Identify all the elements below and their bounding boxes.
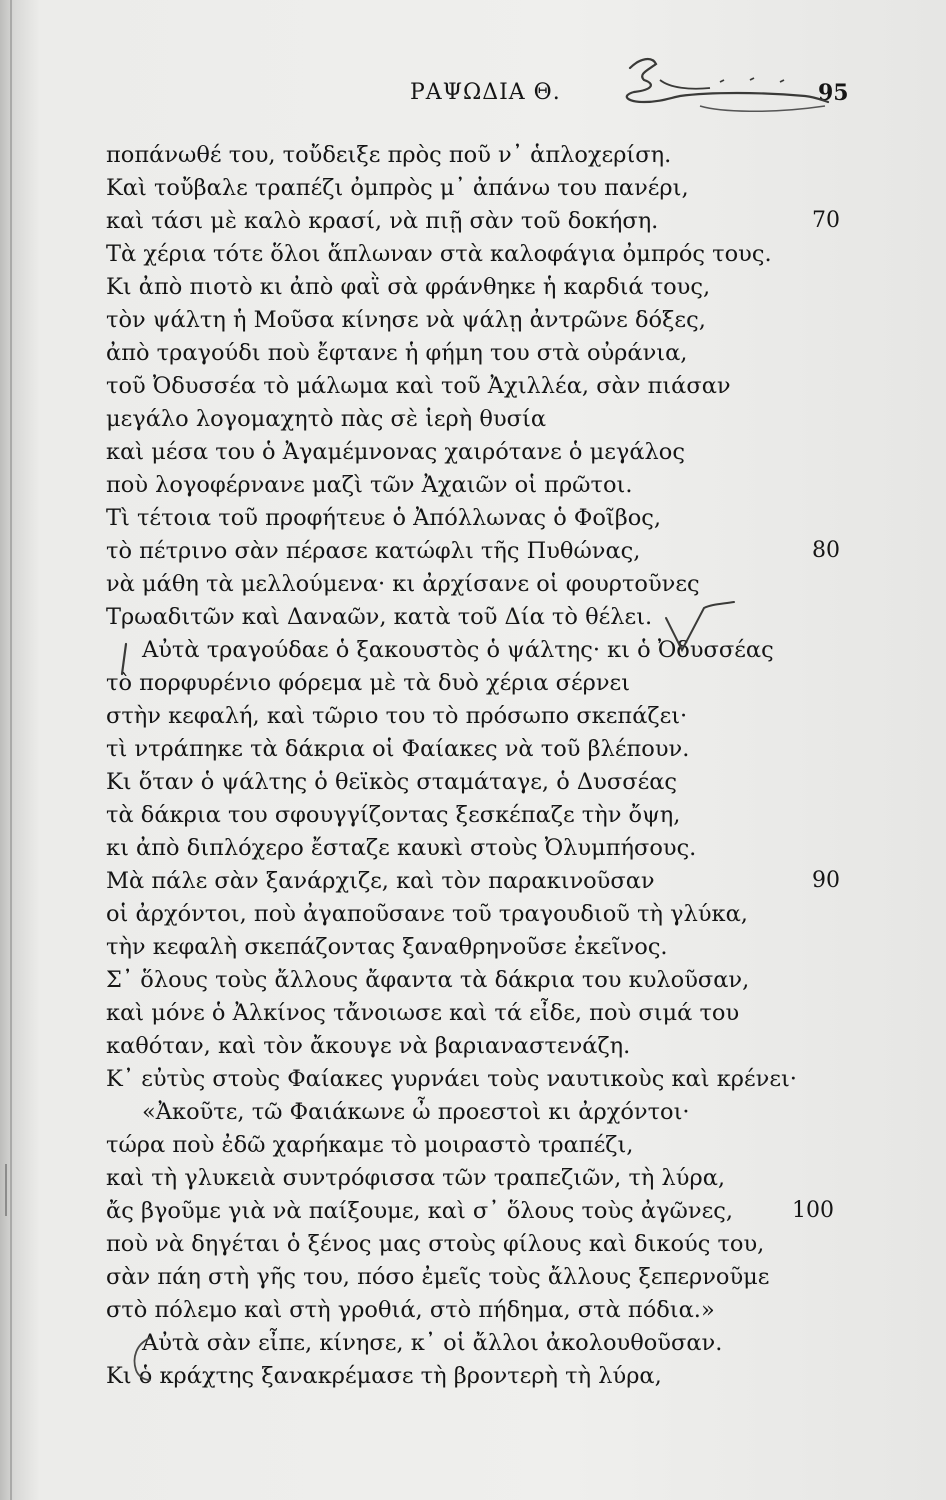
verse-line: σὰν πάη στὴ γῆς του, πόσο ἐμεῖς τοὺς ἄλλους ξεπερνοῦμε (106, 1264, 770, 1290)
verse-line: ποπάνωθέ του, τοὔδειξε πρὸς ποῦ ν᾽ ἁπλοχερίση. (106, 142, 672, 168)
verse-line: στὸ πόλεμο καὶ στὴ γροθιά, στὸ πήδημα, στὰ πόδια.» (106, 1297, 715, 1323)
verse-line: Κι ὁ κράχτης ξανακρέμασε τὴ βροντερὴ τὴ λύρα, (106, 1363, 662, 1389)
verse-line: Τρωαδιτῶν καὶ Δαναῶν, κατὰ τοῦ Δία τὸ θέλει. (106, 604, 653, 630)
margin-artifact (0, 1160, 14, 1220)
running-head: ΡΑΨΩΔΙΑ Θ. (410, 80, 561, 105)
handwritten-check-mark (660, 598, 740, 658)
verse-line: καὶ μέσα του ὁ Ἀγαμέμνονας χαιρότανε ὁ μεγάλος (106, 439, 685, 465)
verse-line: ποὺ νὰ δηγέται ὁ ξένος μας στοὺς φίλους καὶ δικούς του, (106, 1231, 765, 1257)
verse-line: Κι ἀπὸ πιοτὸ κι ἀπὸ φαῒ σὰ φράνθηκε ἡ καρδιά τους, (106, 274, 711, 300)
verse-line: στὴν κεφαλή, καὶ τῶριο του τὸ πρόσωπο σκεπάζει· (106, 703, 688, 729)
binding-gutter (10, 0, 12, 1500)
verse-line: τὴν κεφαλὴ σκεπάζοντας ξαναθρηνοῦσε ἐκεῖνος. (106, 934, 668, 960)
line-number-80: 80 (812, 538, 840, 563)
verse-line: νὰ μάθη τὰ μελλούμενα· κι ἀρχίσανε οἱ φουρτοῦνες (106, 571, 700, 597)
verse-line: Μὰ πάλε σὰν ξανάρχιζε, καὶ τὸν παρακινοῦσαν (106, 868, 655, 894)
handwritten-scribble (560, 40, 860, 130)
handwritten-bracket (126, 1334, 156, 1384)
verse-line: τὶ ντράπηκε τὰ δάκρια οἱ Φαίακες νὰ τοῦ βλέπουν. (106, 736, 690, 762)
verse-line: καὶ τὴ γλυκειὰ συντρόφισσα τῶν τραπεζιῶν, τὴ λύρα, (106, 1165, 726, 1191)
page-number: 95 (818, 80, 849, 106)
verse-line: ἀπὸ τραγούδι ποὺ ἔφτανε ἡ φήμη του στὰ οὐράνια, (106, 340, 688, 366)
verse-line: τώρα ποὺ ἐδῶ χαρήκαμε τὸ μοιραστὸ τραπέζι, (106, 1132, 634, 1158)
verse-line: μεγάλο λογομαχητὸ πὰς σὲ ἱερὴ θυσία (106, 406, 547, 432)
verse-line: τὸ πέτρινο σὰν πέρασε κατώφλι τῆς Πυθώνας, (106, 538, 641, 564)
verse-line: Τὶ τέτοια τοῦ προφήτευε ὁ Ἀπόλλωνας ὁ Φοῖβος, (106, 505, 662, 531)
verse-line: Αὐτὰ σὰν εἶπε, κίνησε, κ᾽ οἱ ἄλλοι ἀκολουθοῦσαν. (142, 1330, 723, 1356)
verse-line: Κ᾽ εὐτὺς στοὺς Φαίακες γυρνάει τοὺς ναυτικοὺς καὶ κρένει· (106, 1066, 797, 1092)
verse-line: Αὐτὰ τραγούδαε ὁ ξακουστὸς ὁ ψάλτης· κι ὁ Ὀδυσσέας (142, 637, 774, 663)
verse-line: «Ἀκοῦτε, τῶ Φαιάκωνε ὦ προεστοὶ κι ἀρχόντοι· (142, 1099, 690, 1125)
line-number-90: 90 (812, 868, 840, 893)
verse-line: ἄς βγοῦμε γιὰ νὰ παίξουμε, καὶ σ᾽ ὅλους τοὺς ἀγῶνες, (106, 1198, 733, 1224)
verse-line: καὶ μόνε ὁ Ἀλκίνος τἄνοιωσε καὶ τά εἶδε, ποὺ σιμά του (106, 1000, 740, 1026)
handwritten-margin-tick (112, 640, 136, 680)
verse-line: τὸν ψάλτη ἡ Μοῦσα κίνησε νὰ ψάλῃ ἀντρῶνε δόξες, (106, 307, 706, 333)
verse-line: Τὰ χέρια τότε ὅλοι ἅπλωναν στὰ καλοφάγια ὀμπρός τους. (106, 241, 772, 267)
verse-line: καὶ τάσι μὲ καλὸ κρασί, νὰ πιῇ σὰν τοῦ δοκήση. (106, 208, 659, 234)
verse-line: οἱ ἀρχόντοι, ποὺ ἀγαποῦσανε τοῦ τραγουδιοῦ τὴ γλύκα, (106, 901, 748, 927)
verse-line: Καὶ τοὔβαλε τραπέζι ὀμπρὸς μ᾽ ἀπάνω του πανέρι, (106, 175, 689, 201)
verse-line: Κι ὅταν ὁ ψάλτης ὁ θεϊκὸς σταμάταγε, ὁ Δυσσέας (106, 769, 678, 795)
verse-line: τὰ δάκρια του σφουγγίζοντας ξεσκέπαζε τὴν ὄψη, (106, 802, 681, 828)
verse-line: κι ἀπὸ διπλόχερο ἔσταζε καυκὶ στοὺς Ὀλυμπήσους. (106, 835, 697, 861)
line-number-70: 70 (812, 208, 840, 233)
verse-line: τοῦ Ὀδυσσέα τὸ μάλωμα καὶ τοῦ Ἀχιλλέα, σὰν πιάσαν (106, 373, 731, 399)
verse-line: ποὺ λογοφέρνανε μαζὶ τῶν Ἀχαιῶν οἱ πρῶτοι. (106, 472, 633, 498)
line-number-100: 100 (792, 1198, 834, 1223)
verse-line: τὸ πορφυρένιο φόρεμα μὲ τὰ δυὸ χέρια σέρνει (106, 670, 631, 696)
verse-line: καθόταν, καὶ τὸν ἄκουγε νὰ βαριαναστενάζη. (106, 1033, 631, 1059)
verse-line: Σ᾽ ὅλους τοὺς ἄλλους ἄφαντα τὰ δάκρια του κυλοῦσαν, (106, 967, 750, 993)
